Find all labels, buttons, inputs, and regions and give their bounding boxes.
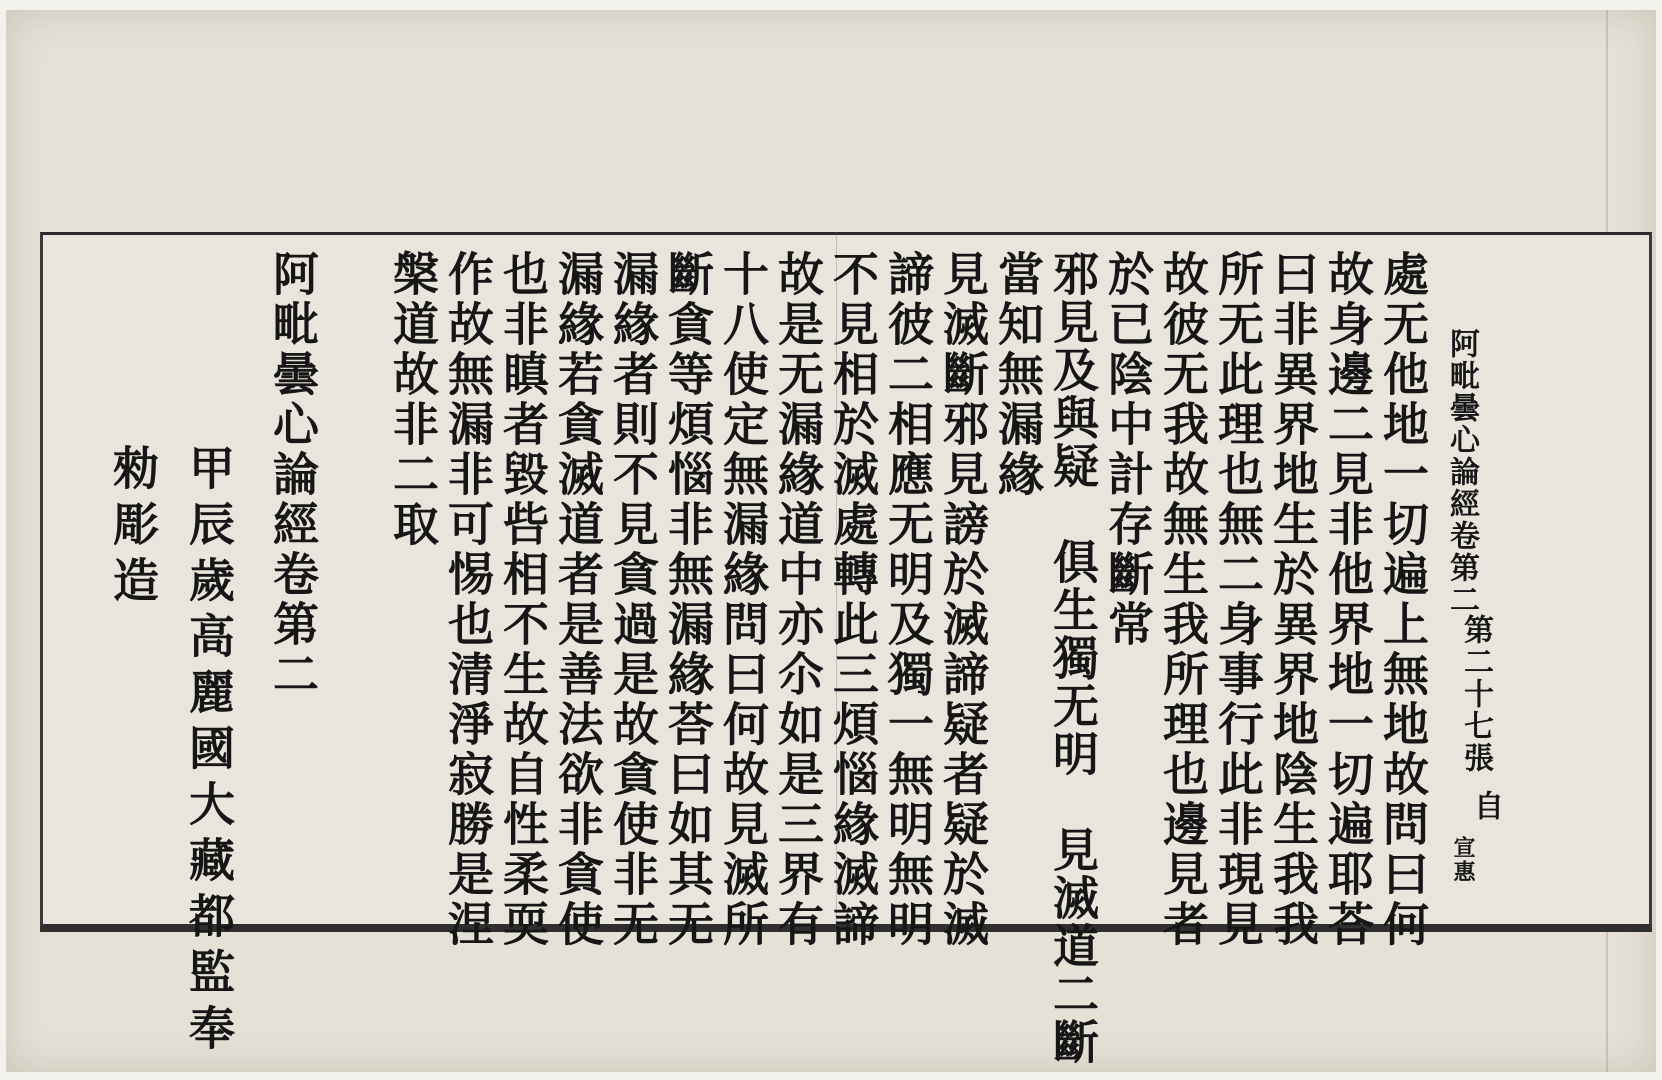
text-column: 不見相於滅處轉此三煩惱緣滅諦	[826, 250, 880, 950]
text-column: 漏緣者則不見貪過是故貪使非无	[606, 250, 660, 950]
text-column: 處无他地一切遍上無地故問曰何	[1376, 250, 1430, 950]
engraver-name: 宣惠	[1450, 836, 1476, 884]
text-column: 當知無漏緣	[991, 250, 1045, 500]
text-column: 漏緣若貪滅道者是善法欲非貪使	[551, 250, 605, 950]
colophon-line: 勑彫造	[106, 444, 160, 612]
fascicle-end-title: 阿毗曇心論經卷第二	[266, 250, 320, 700]
page-number-label: 第二十七張	[1458, 614, 1493, 774]
text-column: 邪見及與疑 俱生獨无明 見滅道二斷	[1046, 250, 1100, 1066]
text-column: 故身邊二見非他界地一切遍耶荅	[1321, 250, 1375, 950]
text-column: 所无此理也無二身事行此非現見	[1211, 250, 1265, 950]
text-column: 十八使定無漏緣問曰何故見滅所	[716, 250, 770, 950]
text-column: 斷貪等煩惱非無漏緣荅曰如其无	[661, 250, 715, 950]
text-column: 也非瞋者毀呰相不生故自性柔耎	[496, 250, 550, 950]
text-column: 諦彼二相應无明及獨一無明無明	[881, 250, 935, 950]
text-column: 曰非異界地生於異界地陰生我我	[1266, 250, 1320, 950]
colophon-line: 甲辰歲高麗國大藏都監奉	[182, 444, 236, 1060]
text-column: 故是无漏緣道中亦尒如是三界有	[771, 250, 825, 950]
text-column: 見滅斷邪見謗於滅諦疑者疑於滅	[936, 250, 990, 950]
text-column: 槃道故非二取	[386, 250, 440, 550]
text-column: 故彼无我故無生我所理也邊見者	[1156, 250, 1210, 950]
text-column: 作故無漏非可惕也清淨寂勝是涅	[441, 250, 495, 950]
sutra-title-header: 阿毗曇心論經卷第二	[1444, 328, 1479, 616]
text-column: 於已陰中計存斷常	[1101, 250, 1155, 650]
engraver-mark: 自	[1468, 790, 1503, 822]
